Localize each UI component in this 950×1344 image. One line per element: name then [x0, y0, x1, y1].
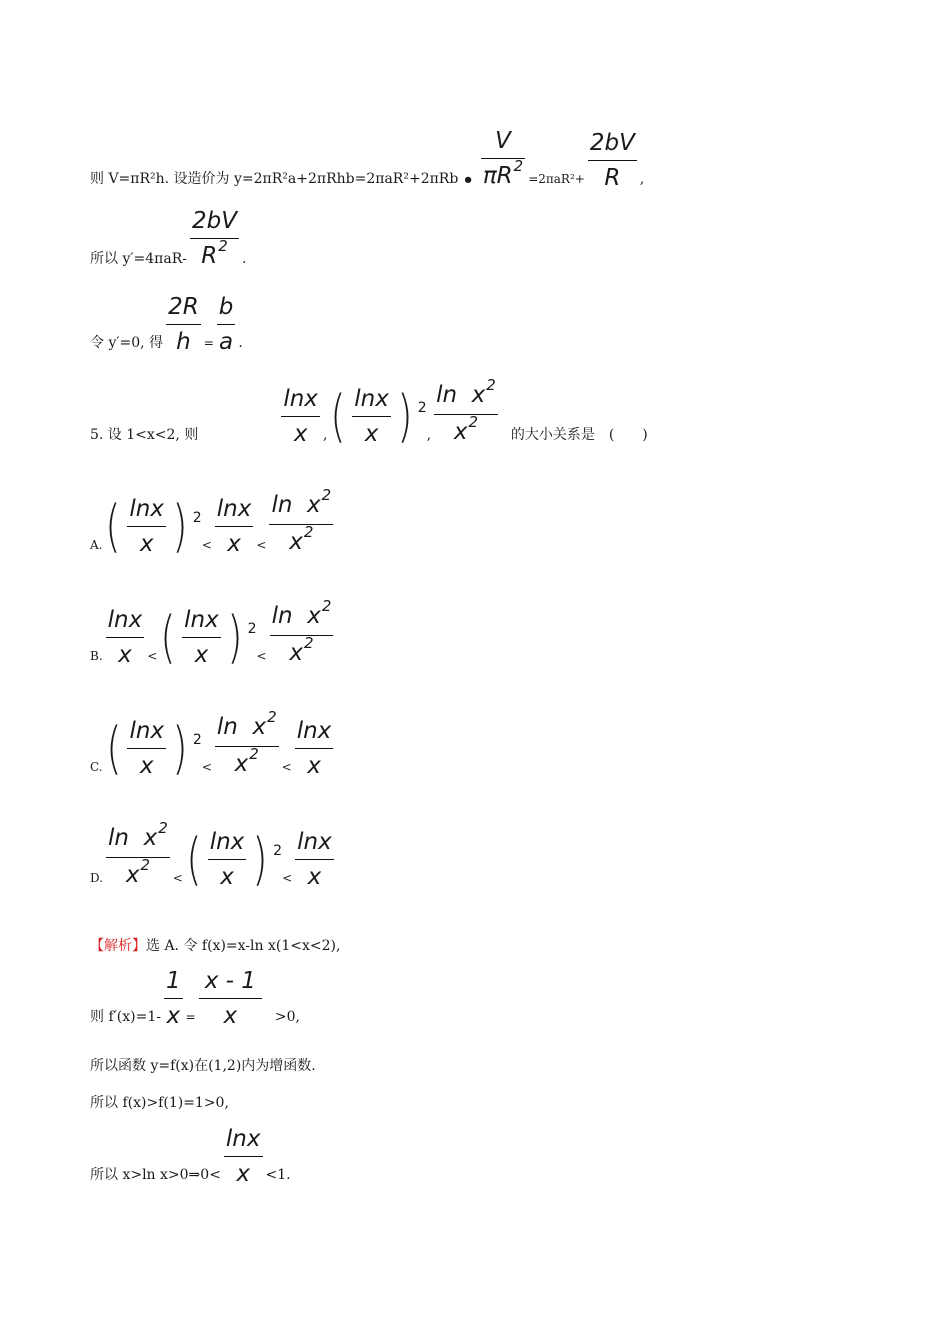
- zero-end: .: [238, 335, 243, 351]
- derivative-prefix: 所以 y′=4πaR-: [90, 251, 187, 267]
- question-5: 5. 设 1<x<2, 则 $\frac{\ln x}{x}$ , ( $\frac{\ln x}{x}$ ) 2 , $\frac{\ln x^2}{x^2}$ 的大小关系是 ( ): [90, 376, 648, 449]
- fraction-2bv-over-r: $\frac{2bV}{R}$: [589, 130, 635, 191]
- fraction-1-over-x: $\frac{1}{x}$: [166, 968, 181, 1029]
- equals-sign: =: [203, 336, 214, 350]
- derivative-end: .: [241, 251, 247, 267]
- fraction-2bv-over-r2: $\frac{2bV}{R^2}$: [192, 208, 237, 269]
- solution-line-5: [90, 1126, 291, 1187]
- fraction-lnx-over-x-squared: $\frac{\ln x}{x}$: [354, 386, 389, 447]
- derivative-line: [90, 208, 246, 271]
- fraction-v-over-pir2: $\frac{V}{\pi R^2}$: [482, 128, 524, 189]
- cost-mid: =2πaR²+: [528, 172, 585, 186]
- fraction-lnx2-over-x2: $\frac{\ln x^2}{x^2}$: [436, 376, 496, 445]
- dot-operator: •: [462, 170, 474, 191]
- fraction-b-over-a: $\frac{b}{a}$: [218, 294, 234, 355]
- solution-line-2: 则 f′(x)=1- $\frac{1}{x}$ = $\frac{x - 1}{x}$ >0,: [90, 968, 300, 1029]
- option-c[interactable]: C. ( $\frac{\ln x}{x}$ ) 2 < $\frac{\ln x^2}{x^2}$ < $\frac{\ln x}{x}$: [90, 708, 332, 781]
- cost-line: [90, 128, 644, 191]
- zero-prefix: 令 y′=0, 得: [90, 335, 164, 351]
- fraction-2r-over-h: $\frac{2R}{h}$: [168, 294, 199, 355]
- solution-line-1: [90, 936, 340, 958]
- solution-line-3: 所以函数 y=f(x)在(1,2)内为增函数.: [90, 1058, 316, 1074]
- solution-tag: 【解析】: [90, 938, 146, 954]
- solution-line-5-prefix: 所以 x>ln x>0⇒0<: [90, 1167, 221, 1183]
- zero-line: [90, 294, 243, 355]
- question-5-prefix: 5. 设 1<x<2, 则: [90, 427, 199, 443]
- option-b-label: B.: [90, 649, 103, 663]
- solution-line-2-prefix: 则 f′(x)=1-: [90, 1009, 161, 1025]
- option-d[interactable]: D. $\frac{\ln x^2}{x^2}$ < ( $\frac{\ln x}{x}$ ) 2 < $\frac{\ln x}{x}$: [90, 819, 332, 892]
- fraction-lnx-over-x-result: $\frac{\ln x}{x}$: [225, 1126, 261, 1187]
- fraction-x-minus-1-over-x: $\frac{x - 1}{x}$: [199, 968, 262, 1029]
- solution-line-2-end: >0,: [274, 1009, 300, 1025]
- fraction-lnx-over-x: $\frac{\ln x}{x}$: [283, 386, 318, 447]
- option-a[interactable]: A. ( $\frac{\ln x}{x}$ ) 2 < $\frac{\ln x}{x}$ < $\frac{\ln x^2}{x^2}$: [90, 486, 332, 559]
- option-c-label: C.: [90, 760, 103, 774]
- solution-line-4: 所以 f(x)>f(1)=1>0,: [90, 1095, 229, 1111]
- option-a-label: A.: [90, 538, 103, 552]
- solution-line-5-end: <1.: [265, 1167, 291, 1183]
- solution-line-1-text: 选 A. 令 f(x)=x-ln x(1<x<2),: [146, 938, 341, 954]
- option-b[interactable]: B. $\frac{\ln x}{x}$ < ( $\frac{\ln x}{x}$ ) 2 < $\frac{\ln x^2}{x^2}$: [90, 597, 332, 670]
- cost-end: ,: [639, 171, 645, 187]
- option-d-label: D.: [90, 871, 104, 885]
- cost-prefix: 则 V=πR²h. 设造价为 y=2πR²a+2πRhb=2πaR²+2πRb: [90, 171, 459, 187]
- question-5-suffix: 的大小关系是 ( ): [510, 427, 648, 443]
